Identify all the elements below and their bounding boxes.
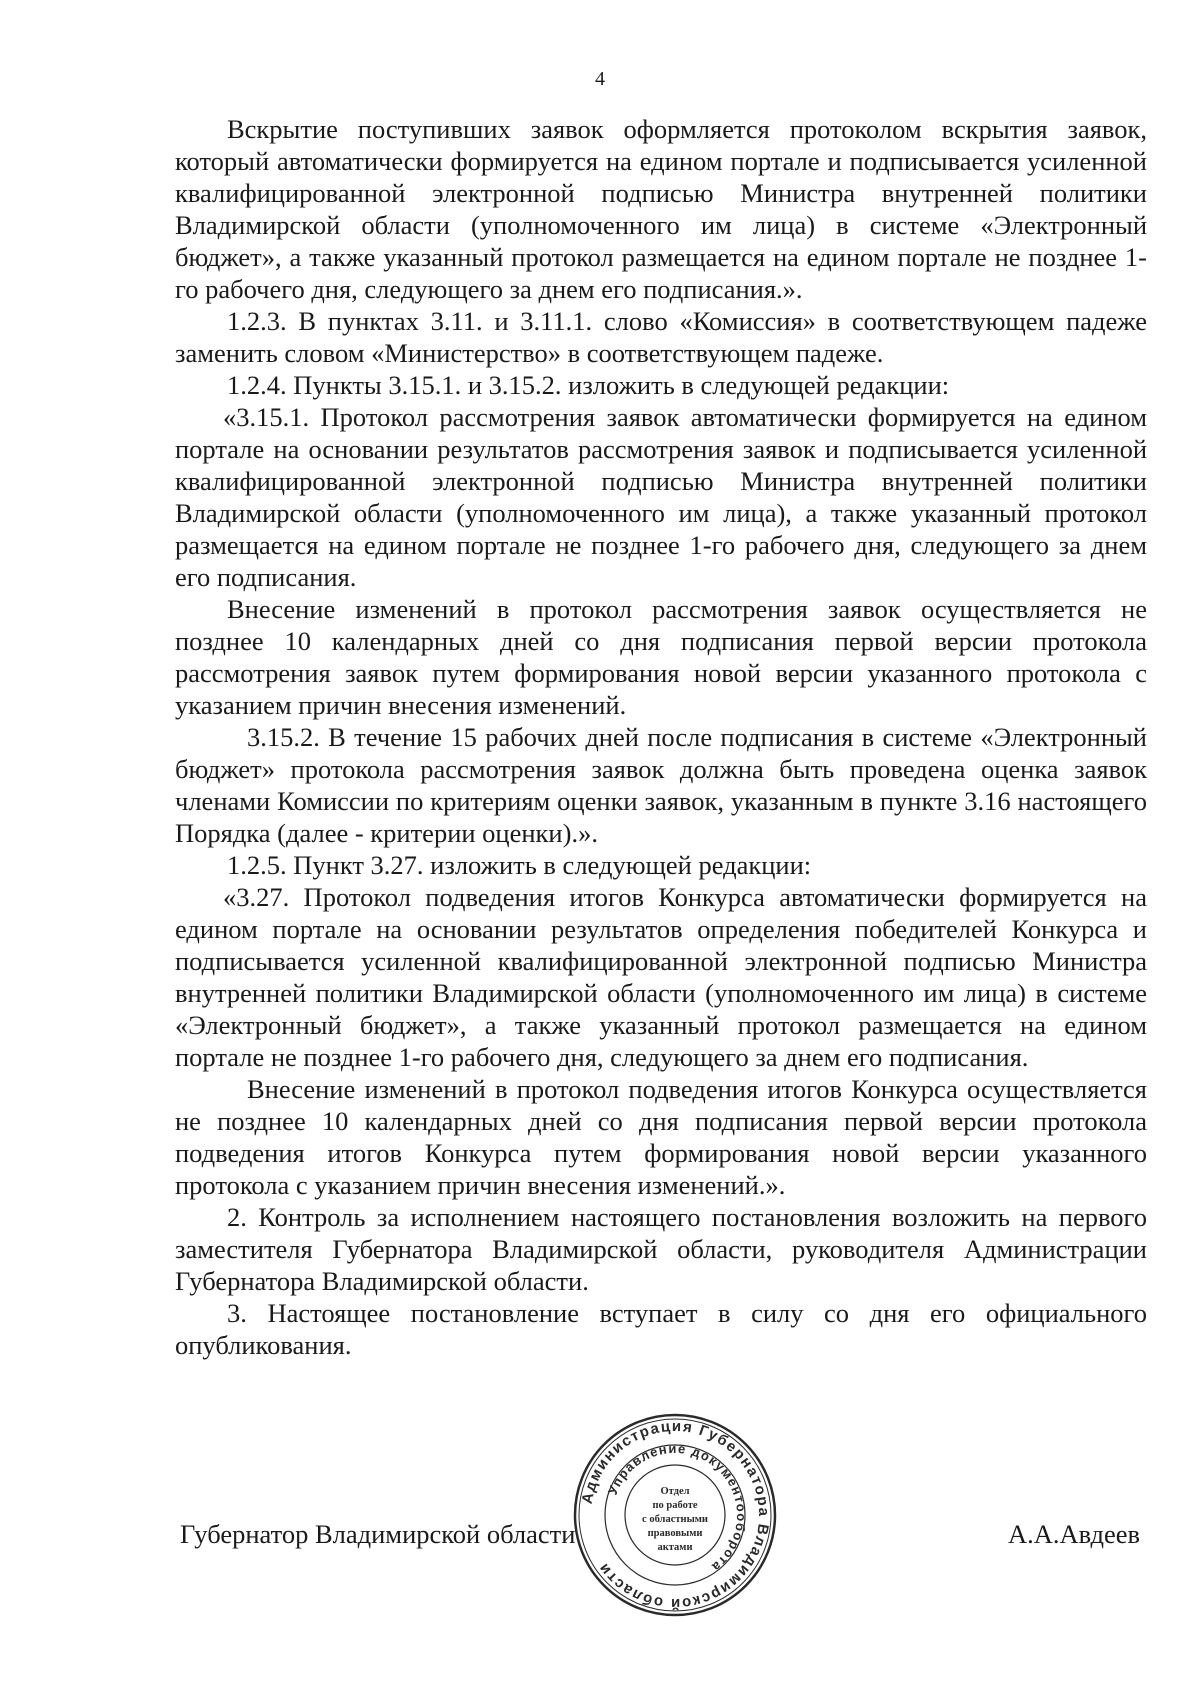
signatory-title: Губернатор Владимирской области <box>180 1519 576 1549</box>
paragraph-results-changes: Внесение изменений в протокол подведения итогов Конкурса осуществляется не позднее 10 календарных дней со дня подписания первой версии протокола подведения итогов Конкурса путем формирования новой версии указанного протокола с указанием причин внесения изменений.». <box>175 1074 1147 1200</box>
paragraph-1-2-4: 1.2.4. Пункты 3.15.1. и 3.15.2. изложить в следующей редакции: <box>227 370 950 400</box>
paragraph-1-2-3: 1.2.3. В пунктах 3.11. и 3.11.1. слово «Комиссия» в соответствующем падеже заменить словом «Министерство» в соответствующем падеже. <box>175 306 1147 368</box>
signatory-name: А.А.Авдеев <box>1007 1519 1140 1549</box>
stamp-outer-text: Администрация Губернатора Владимирской области <box>578 1417 773 1613</box>
paragraph-2-control: 2. Контроль за исполнением настоящего постановления возложить на первого заместителя Губернатора Владимирской области, руководителя Администрации Губернатора Владимирской области. <box>175 1202 1147 1296</box>
official-seal-stamp <box>570 1410 780 1620</box>
paragraph-review-changes: Внесение изменений в протокол рассмотрения заявок осуществляется не позднее 10 календарных дней со дня подписания первой версии протокола рассмотрения заявок путем формирования новой версии указанного протокола с указанием причин внесения изменений. <box>175 594 1147 720</box>
paragraph-3-effective: 3. Настоящее постановление вступает в силу со дня его официального опубликования. <box>175 1298 1147 1360</box>
page-number: 4 <box>595 68 605 90</box>
stamp-center-line-5: актами <box>657 1542 693 1553</box>
paragraph-1-2-5: 1.2.5. Пункт 3.27. изложить в следующей редакции: <box>227 850 812 880</box>
stamp-center-line-4: правовыми <box>647 1528 703 1539</box>
stamp-center-line-1: Отдел <box>660 1486 690 1497</box>
stamp-center-line-2: по работе <box>652 1500 698 1511</box>
document-body <box>175 113 1147 1361</box>
paragraph-opening-protocol: Вскрытие поступивших заявок оформляется протоколом вскрытия заявок, который автоматически формируется на едином портале и подписывается усиленной квалифицированной электронной подписью Министра внутренней политики Владимирской области (уполномоченного им лица) в системе «Электронный бюджет», а также указанный протокол размещается на едином портале не позднее 1-го рабочего дня, следующего за днем его подписания.». <box>175 114 1147 304</box>
stamp-center-line-3: с областными <box>642 1514 708 1525</box>
paragraph-3-15-2: 3.15.2. В течение 15 рабочих дней после подписания в системе «Электронный бюджет» протокола рассмотрения заявок должна быть проведена оценка заявок членами Комиссии по критериям оценки заявок, указанным в пункте 3.16 настоящего Порядка (далее - критерии оценки).». <box>175 722 1147 848</box>
paragraph-3-27: «3.27. Протокол подведения итогов Конкурса автоматически формируется на едином портале на основании результатов определения победителей Конкурса и подписывается усиленной квалифицированной электронной подписью Министра внутренней политики Владимирской области (уполномоченного им лица) в системе «Электронный бюджет», а также указанный протокол размещается на едином портале не позднее 1-го рабочего дня, следующего за днем его подписания. <box>175 882 1147 1072</box>
stamp-inner-text: Управление документооборота <box>604 1440 750 1576</box>
paragraph-3-15-1: «3.15.1. Протокол рассмотрения заявок автоматически формируется на едином портале на основании результатов рассмотрения заявок и подписывается усиленной квалифицированной электронной подписью Министра внутренней политики Владимирской области (уполномоченного им лица), а также указанный протокол размещается на едином портале не позднее 1-го рабочего дня, следующего за днем его подписания. <box>175 402 1147 592</box>
